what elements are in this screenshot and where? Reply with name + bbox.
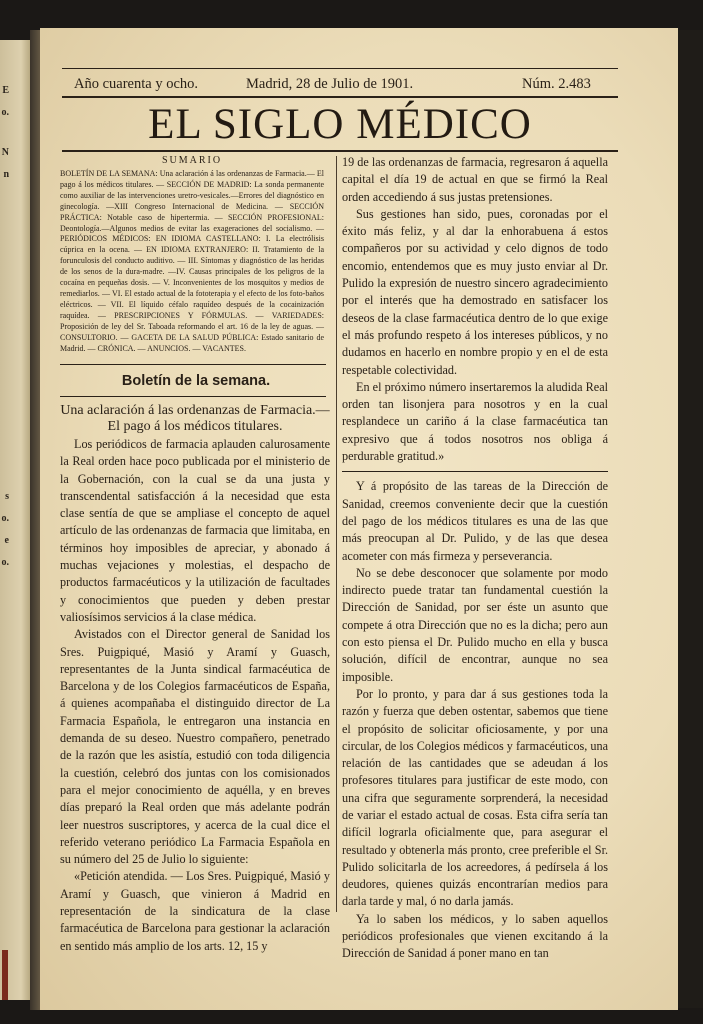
adjacent-page-edge — [0, 40, 30, 1000]
newspaper-page — [40, 28, 678, 1010]
edge-char: o. — [1, 107, 9, 118]
article-rule — [342, 471, 608, 472]
masthead: EL SIGLO MÉDICO — [148, 101, 532, 148]
edge-char: o. — [1, 557, 9, 568]
masthead-rule — [62, 150, 618, 152]
column-divider — [336, 156, 337, 912]
paragraph: Ya lo saben los médicos, y lo saben aquellos periódicos profesionales que vienen excitando á la Dirección de Sanidad á poner mano en tan — [342, 911, 608, 961]
summary-box — [60, 155, 324, 354]
edge-char: N — [1, 147, 9, 158]
paragraph: Y á propósito de las tareas de la Dirección de Sanidad, creemos conveniente decir que la cuestión del pago de los médicos titulares es una de las que más preocupan al Dr. Pulido, y de las que desea acometer con más firmeza y perseverancia. — [342, 479, 608, 563]
adjacent-page-text — [0, 80, 9, 574]
summary-text: BOLETÍN DE LA SEMANA: Una aclaración á las ordenanzas de Farmacia.— El pago á los médicos titulares. — SECCIÓN DE MADRID: La sonda permanente como auxiliar de las intervenciones uretro-vesicales.—Errores del diagnóstico en ginecología. —XIII Congreso Internacional de Medicina. — SECCIÓN PRÁCTICA: Notable caso de hipertermia. — SECCIÓN PROFESIONAL: Deontología.—Algunos medios de evitar las exageraciones del socialismo. — PERIÓDICOS MÉDICOS: EN IDIOMA CASTELLANO: I. La electrólisis cúprica en la ocena. — EN IDIOMA EXTRANJERO: II. Tratamiento de la forunculosis del conducto auditivo. — III. Síntomas y diagnóstico de las heridas de los senos de la dura-madre. —IV. Causas principales de los peligros de la cocaína en pequeñas dosis. — V. Inconvenientes de los mosquitos y medios de remediarlos. — VI. El estado actual de la fototerapia y el efecto de los foto-baños eléctricos. — VII. El líquido céfalo raquídeo después de la cocainización raquídea. — PRESCRIPCIONES Y FÓRMULAS. — VARIEDADES: Proposición de ley del Sr. Taboada reformando el art. 16 de la ley de aguas. — CONSULTORIO. — GACETA DE LA SALUD PÚBLICA: Estado sanitario de Madrid. — CRÓNICA. — ANUNCIOS. — VACANTES. — [60, 169, 324, 353]
paragraph: 19 de las ordenanzas de farmacia, regresaron á aquella capital el día 19 de actual en que se firmó la Real orden accediendo á sus justas pretensiones. — [342, 155, 608, 204]
paragraph: Los periódicos de farmacia aplauden calurosamente la Real orden hace poco publicada por el ministerio de la Gobernación, con la cual se da una justa y transcendental satisfacción á la necesidad que esta clase sentía de que se ampliase el concepto de aquel artículo de las ordenanzas de farmacia que limitaba, en términos hoy imposibles de apreciar, y abonado á muchas vejaciones y molestias, el despacho de productos farmacéuticos y la utilización de facultades y conocimientos que pueden y deben prestar valiosísimos servicios á la clase médica. — [60, 437, 330, 624]
paragraph: Avistados con el Director general de Sanidad los Sres. Puigpiqué, Masió y Aramí y Guasch, representantes de la Junta sindical farmacéutica de Barcelona y de los Colegios farmacéuticos de España, á quienes acompañaba el distinguido director de La Farmacia Española, le entregaron una instancia en demanda de su deseo. Nuestro compañero, penetrado de la razón que les asistía, estudió con toda diligencia la cuestión, celebró dos juntas con los comisionados para el mejor conocimiento de aquélla, y en breves días preparó la Real orden que más adelante podrán leer nuestros suscriptores, y acerca de la cual dice el referido veterano periódico La Farmacia Española en su número del 25 de Julio lo siguiente: — [60, 627, 330, 867]
top-rule — [62, 68, 618, 69]
right-column — [342, 154, 608, 963]
edge-char: n — [3, 169, 9, 180]
section-heading: Boletín de la semana. — [121, 373, 271, 389]
paragraph: En el próximo número insertaremos la aludida Real orden tan lisonjera para nosotros y en la cual resplandece un cariño á la clase farmacéutica tan expresivo que á todos nosotros nos obliga á perdurable gratitud.» — [342, 379, 608, 464]
edge-char: o. — [1, 513, 9, 524]
left-column — [60, 436, 330, 955]
issue-header — [74, 76, 594, 94]
paragraph: Sus gestiones han sido, pues, coronadas por el éxito más feliz, y al dar la enhorabuena á estos compañeros por su actividad y celo dignos de todo encomio, entendemos que es muy justo enviar al Dr. Pulido la expresión de nuestro sincero agradecimiento por el interés que ha demostrado en satisfacer los deseos de la clase farmacéutica dentro de lo que exige el más profundo respeto á los intereses públicos, y no dudamos en hacerlo en nombre propio y en el de esta respetable colectividad. — [342, 206, 608, 377]
paragraph: Por lo pronto, y para dar á sus gestiones toda la razón y fuerza que deben ostentar, sabemos que tiene el propósito de solicitar oficiosamente, y por una circular, de los Colegios médicos y farmacéuticos, una relación de las cantidades que se adeudan á los profesores titulares para justificar de este modo, con una cifra que seguramente sorprenderá, la necesidad de variar el estado actual de cosas. Esta cifra sería tan difícil lograrla oficialmente que, para asegurar el resultado y obtenerla más pronto, cree preferible el Sr. Pulido solicitarla de los acreedores, á pedírsela á los deudores, quienes quizás encontrarían medios para darla tarde y mal, ó no darla jamás. — [342, 686, 608, 909]
header-rule — [62, 96, 618, 98]
paragraph: No se debe desconocer que solamente por modo indirecto puede tratar tan fundamental cuestión la Dirección de Sanidad, por ser éste un asunto que compete á otra Dirección que no es la dicha; pero aun con esto piensa el Dr. Pulido mucho en ella y busca solución, difícil de encontrar, aunque no sea imposible. — [342, 565, 608, 684]
section-rule — [60, 396, 326, 397]
page-shadow — [676, 30, 703, 1008]
edge-char: E — [2, 85, 9, 96]
edge-char: e — [4, 535, 9, 546]
issue-number: Núm. 2.483 — [522, 76, 591, 92]
summary-title: SUMARIO — [161, 155, 223, 166]
summary-rule — [60, 364, 326, 365]
article-title: Una aclaración á las ordenanzas de Farmacia.—El pago á los médicos titulares. — [60, 403, 330, 434]
edge-char: s — [5, 491, 9, 502]
paragraph: «Petición atendida. — Los Sres. Puigpiqué, Masió y Aramí y Guasch, que vinieron á Madrid en representación de la sindicatura de la clase farmacéutica de Barcelona para gestionar la aclaración en sentido más amplio de los arts. 12, 15 y — [60, 869, 330, 953]
issue-year: Año cuarenta y ocho. — [74, 76, 199, 92]
binding-mark — [2, 950, 8, 1000]
issue-date: Madrid, 28 de Julio de 1901. — [246, 76, 414, 92]
